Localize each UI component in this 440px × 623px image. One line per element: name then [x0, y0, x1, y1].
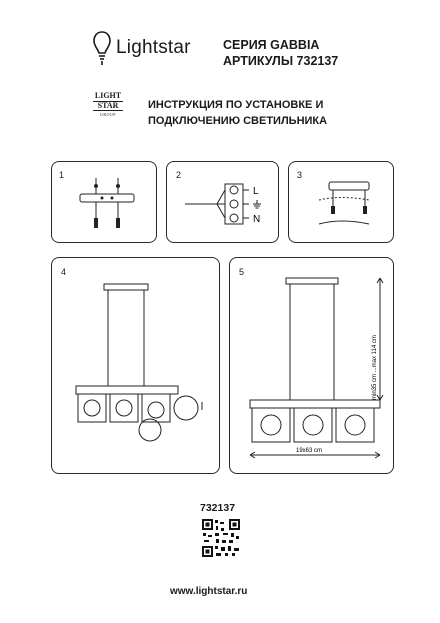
- step-4-panel: [51, 257, 220, 474]
- step-number: 3: [297, 170, 303, 180]
- article-code: 732137: [200, 502, 236, 514]
- qr-code: [201, 518, 241, 558]
- mounting-bracket-illustration: [52, 162, 156, 242]
- assembly-illustration: [52, 258, 219, 473]
- instructions-title: [148, 97, 327, 129]
- step-3-panel: [288, 161, 394, 243]
- live-label: L: [253, 186, 259, 197]
- width-dimension-label: 19х63 cm: [296, 448, 323, 454]
- logo-line-3: GROUP: [99, 112, 117, 117]
- dimensions-illustration: [230, 258, 393, 473]
- website-link[interactable]: www.lightstar.ru: [170, 586, 248, 597]
- step-number: 1: [59, 170, 65, 180]
- bulb-icon: [92, 30, 112, 66]
- series-header: [223, 37, 338, 69]
- neutral-label: N: [253, 214, 261, 225]
- step-5-panel: [229, 257, 394, 474]
- ceiling-mount-illustration: [289, 162, 393, 242]
- ground-icon: [253, 200, 261, 208]
- instructions-line-2: ПОДКЛЮЧЕНИЮ СВЕТИЛЬНИКА: [148, 115, 328, 127]
- step-1-panel: [51, 161, 157, 243]
- lightstar-mark-logo: [93, 92, 123, 132]
- brand-logo: [92, 30, 191, 66]
- step-2-panel: [166, 161, 279, 243]
- logo-line-2: STAR: [93, 101, 123, 111]
- wiring-terminal-illustration: [167, 162, 278, 242]
- step-number: 5: [239, 267, 245, 277]
- series-title: СЕРИЯ GABBIA: [223, 38, 320, 52]
- instructions-line-1: ИНСТРУКЦИЯ ПО УСТАНОВКЕ И: [148, 99, 324, 111]
- article-title: АРТИКУЛЫ 732137: [223, 54, 339, 68]
- height-dimension-label: min35 cm ...max 114 cm: [372, 335, 378, 400]
- logo-line-1: LIGHT: [94, 91, 122, 100]
- step-number: 2: [176, 170, 182, 180]
- brand-name: Lightstar: [116, 37, 191, 58]
- step-number: 4: [61, 267, 67, 277]
